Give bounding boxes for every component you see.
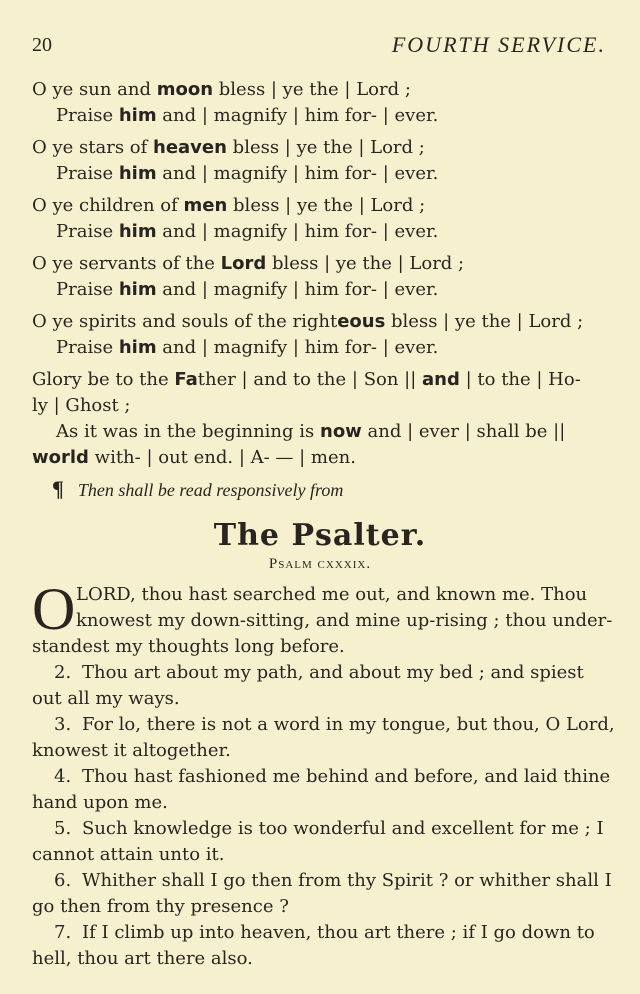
psalm-text — [32, 576, 615, 972]
canticle-verse — [32, 251, 614, 303]
verse-number: 3. — [54, 714, 72, 735]
psalm-line: If I climb up into heaven, thou art there ; if I go down to — [82, 922, 595, 943]
drop-cap: O — [32, 576, 76, 642]
verse-number: 5. — [54, 818, 72, 839]
canticle-response: Praise him and | magnify | him for- | ever. — [56, 279, 439, 300]
psalm-line: LORD, thou hast searched me out, and known me. Thou — [76, 584, 588, 605]
page-number: 20 — [32, 34, 52, 56]
canticle-response: Praise him and | magnify | him for- | ever. — [56, 163, 439, 184]
gloria-patri — [32, 367, 614, 471]
gloria-line: As it was in the beginning is now and | ever | shall be || — [56, 421, 566, 442]
section-title: The Psalter. — [213, 518, 427, 553]
psalm-verse — [32, 764, 614, 816]
canticle-line: O ye children of men bless | ye the | Lord ; — [32, 195, 426, 216]
psalm-line: hand upon me. — [32, 792, 168, 813]
psalm-verse-1 — [32, 576, 614, 642]
psalm-line: go then from thy presence ? — [32, 896, 289, 917]
canticle-response: Praise him and | magnify | him for- | ever. — [56, 221, 439, 242]
running-title: FOURTH SERVICE. — [391, 32, 606, 57]
psalm-verse — [32, 660, 614, 712]
psalm-verse — [32, 868, 614, 920]
psalm-line: Whither shall I go then from thy Spirit ? or whither shall I — [82, 870, 612, 891]
psalm-verse — [32, 816, 614, 868]
psalm-line: Thou hast fashioned me behind and before, and laid thine — [82, 766, 611, 787]
psalm-line: cannot attain unto it. — [32, 844, 225, 865]
canticle — [32, 77, 614, 477]
rubric — [52, 476, 343, 502]
page-header — [32, 32, 608, 60]
verse-number: 4. — [54, 766, 72, 787]
canticle-verse — [32, 193, 614, 245]
psalm-line: out all my ways. — [32, 688, 180, 709]
gloria-line: Glory be to the Father | and to the | Son || and | to the | Ho- — [32, 369, 581, 390]
canticle-line: O ye servants of the Lord bless | ye the | Lord ; — [32, 253, 465, 274]
canticle-response: Praise him and | magnify | him for- | ever. — [56, 337, 439, 358]
psalm-number: Psalm cxxxix. — [268, 556, 372, 572]
psalm-line: For lo, there is not a word in my tongue, but thou, O Lord, — [82, 714, 615, 735]
pilcrow-mark: ¶ — [52, 476, 64, 501]
canticle-response: Praise him and | magnify | him for- | ever. — [56, 105, 439, 126]
verse-number: 2. — [54, 662, 72, 683]
psalm-line: standest my thoughts long before. — [32, 636, 345, 657]
psalm-line: knowest it altogether. — [32, 740, 231, 761]
canticle-verse — [32, 309, 614, 361]
psalm-line: hell, thou art there also. — [32, 948, 253, 969]
canticle-verse — [32, 77, 614, 129]
psalm-line: Thou art about my path, and about my bed ; and spiest — [82, 662, 584, 683]
psalm-line: knowest my down-sitting, and mine up-rising ; thou under- — [76, 610, 613, 631]
canticle-line: O ye spirits and souls of the righteous bless | ye the | Lord ; — [32, 311, 584, 332]
psalm-line: Such knowledge is too wonderful and excellent for me ; I — [82, 818, 604, 839]
canticle-verse — [32, 135, 614, 187]
canticle-line: O ye sun and moon bless | ye the | Lord ; — [32, 79, 411, 100]
psalm-verse — [32, 712, 614, 764]
gloria-line: ly | Ghost ; — [32, 395, 131, 416]
verse-number: 7. — [54, 922, 72, 943]
verse-number: 6. — [54, 870, 72, 891]
rubric-text: Then shall be read responsively from — [77, 480, 344, 500]
psalm-verse — [32, 920, 614, 972]
canticle-line: O ye stars of heaven bless | ye the | Lord ; — [32, 137, 425, 158]
gloria-line: world with- | out end. | A- — | men. — [32, 447, 356, 468]
